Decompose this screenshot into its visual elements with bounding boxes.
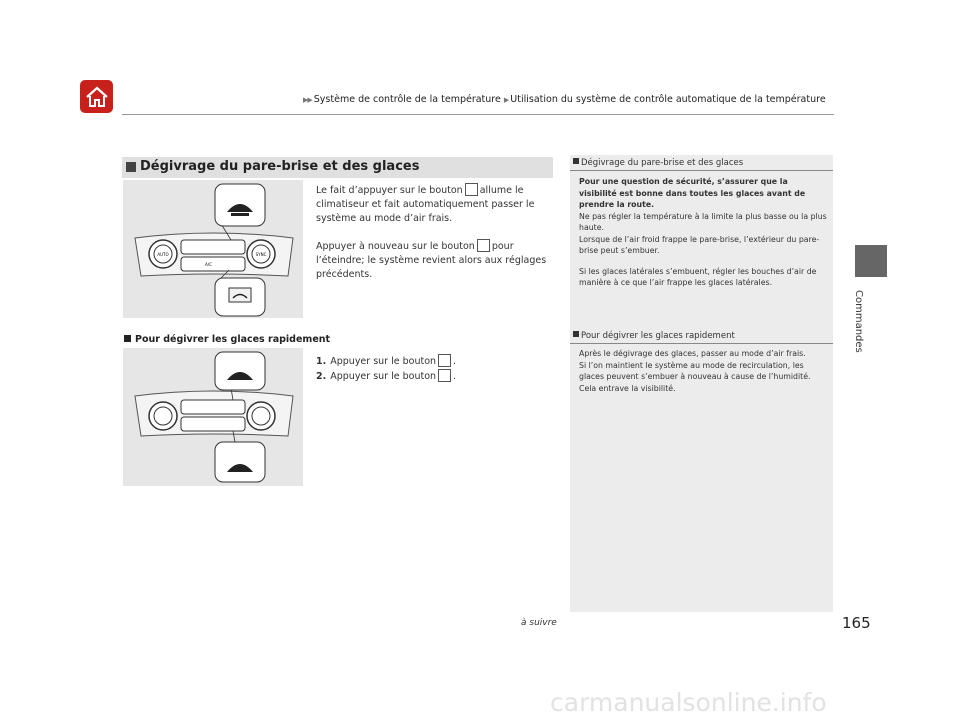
section-title: Dégivrage du pare-brise et des glaces	[140, 159, 420, 174]
side-tab-marker	[855, 245, 887, 277]
front-defrost-icon	[465, 183, 478, 196]
note-divider	[570, 170, 833, 171]
home-button[interactable]	[80, 80, 113, 113]
breadcrumb-item-2[interactable]: Utilisation du système de contrôle automatique de la température	[510, 94, 826, 105]
instruction-paragraph-1: Le fait d’appuyer sur le bouton allume le climatiseur et fait automatiquement passer le système au mode d’air frais.	[316, 185, 535, 224]
recirculation-icon	[438, 369, 451, 382]
climate-panel-image-defrost	[123, 180, 303, 318]
section-bullet-icon	[126, 162, 136, 172]
note-heading-1: Dégivrage du pare-brise et des glaces	[573, 158, 743, 168]
note-heading-2: Pour dégivrer les glaces rapidement	[573, 331, 735, 341]
steps-list	[316, 354, 456, 384]
breadcrumb-arrow-icon: ▶▶	[303, 96, 312, 104]
subsection-bullet-icon	[124, 335, 131, 342]
note-body-1: Pour une question de sécurité, s’assurer que la visibilité est bonne dans toutes les glaces avant de prendre la route. Ne pas régler la température à la limite la plus basse ou la plus haute. Lorsque de l’air froid frappe le pare-brise, l’extérieur du pare-brise peut s’embuer. Si les glaces latérales s’embuent, régler les bouches d’air de manière à ce que l’air frappe les glaces latérales.	[579, 177, 827, 287]
header-divider	[122, 114, 834, 115]
breadcrumb-arrow-icon: ▶	[503, 96, 509, 104]
subsection-title: Pour dégivrer les glaces rapidement	[124, 334, 330, 345]
note-marker-icon	[573, 158, 579, 164]
step-item: 1. Appuyer sur le bouton .	[316, 356, 457, 367]
sync-label: SYNC	[255, 252, 267, 257]
note-divider	[570, 343, 833, 344]
note-body-2: Après le dégivrage des glaces, passer au mode d’air frais. Si l’on maintient le système au mode de recirculation, les glaces peuvent s’embuer à nouveau à cause de l’humidité. Cela entrave la visibilité.	[579, 349, 811, 393]
front-defrost-icon	[477, 239, 490, 252]
breadcrumb-item-1[interactable]: Système de contrôle de la température	[313, 94, 501, 105]
auto-label: AUTO	[157, 252, 169, 257]
watermark: carmanualsonline.info	[550, 688, 827, 717]
side-tab[interactable]	[852, 290, 866, 370]
ac-label: A/C	[205, 262, 212, 267]
breadcrumb	[303, 94, 826, 105]
front-defrost-icon	[438, 354, 451, 367]
climate-panel-image-quick-defrost	[123, 348, 303, 486]
note-marker-icon	[573, 331, 579, 337]
step-item: 2. Appuyer sur le bouton .	[316, 371, 457, 382]
home-icon	[85, 86, 109, 108]
side-tab-label: Commandes	[853, 290, 864, 353]
continued-label: à suivre	[521, 618, 557, 628]
section-header	[122, 157, 553, 178]
instruction-paragraph-2: Appuyer à nouveau sur le bouton pour l’éteindre; le système revient alors aux réglages précédents.	[316, 241, 547, 280]
page-number: 165	[842, 614, 871, 632]
